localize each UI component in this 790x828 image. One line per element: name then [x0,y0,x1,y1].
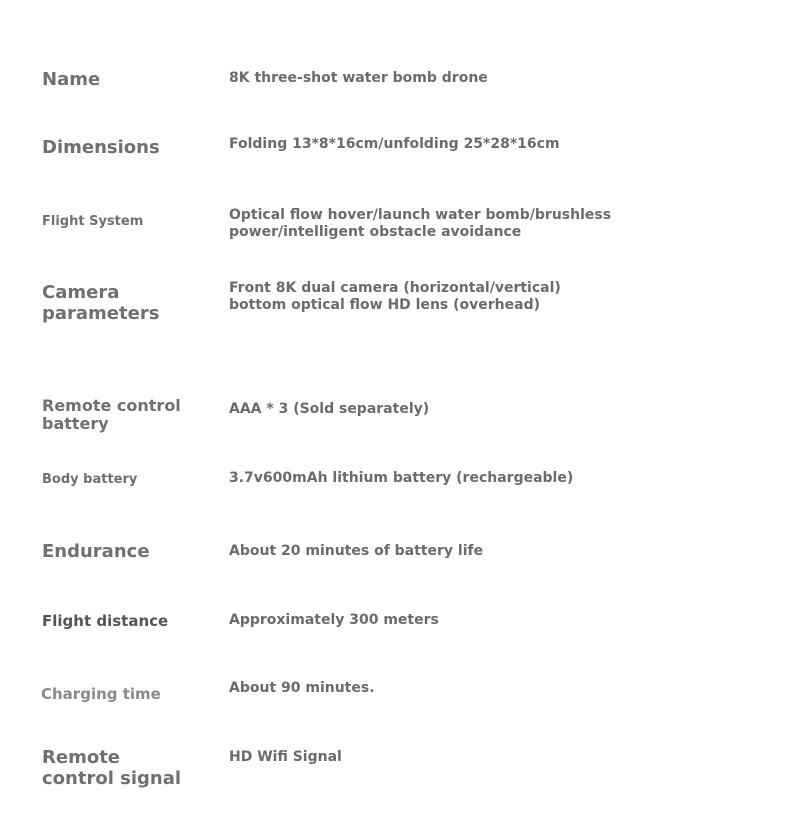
spec-label: Charging time [41,685,161,703]
spec-value: About 20 minutes of battery life [229,543,484,559]
spec-label: Flight System [42,214,144,229]
spec-label: Endurance [42,541,150,562]
spec-label: Flight distance [42,612,169,630]
spec-value: AAA * 3 (Sold separately) [229,401,430,417]
spec-label: Camera parameters [42,282,160,324]
spec-label: Remote control battery [42,396,181,434]
spec-label: Dimensions [42,137,160,158]
spec-label: Name [42,69,101,90]
spec-value: Front 8K dual camera (horizontal/vertical) bottom optical flow HD lens (overhead) [229,280,561,313]
spec-value: 8K three-shot water bomb drone [229,70,488,86]
spec-value: Approximately 300 meters [229,612,439,628]
spec-value: HD Wifi Signal [229,749,342,765]
spec-value: Folding 13*8*16cm/unfolding 25*28*16cm [229,136,560,152]
spec-value: About 90 minutes. [229,680,375,696]
spec-value: Optical flow hover/launch water bomb/brushless power/intelligent obstacle avoidance [229,207,612,240]
spec-label: Remote control signal [42,747,182,789]
spec-label: Body battery [42,472,138,487]
spec-value: 3.7v600mAh lithium battery (rechargeable) [229,470,574,486]
